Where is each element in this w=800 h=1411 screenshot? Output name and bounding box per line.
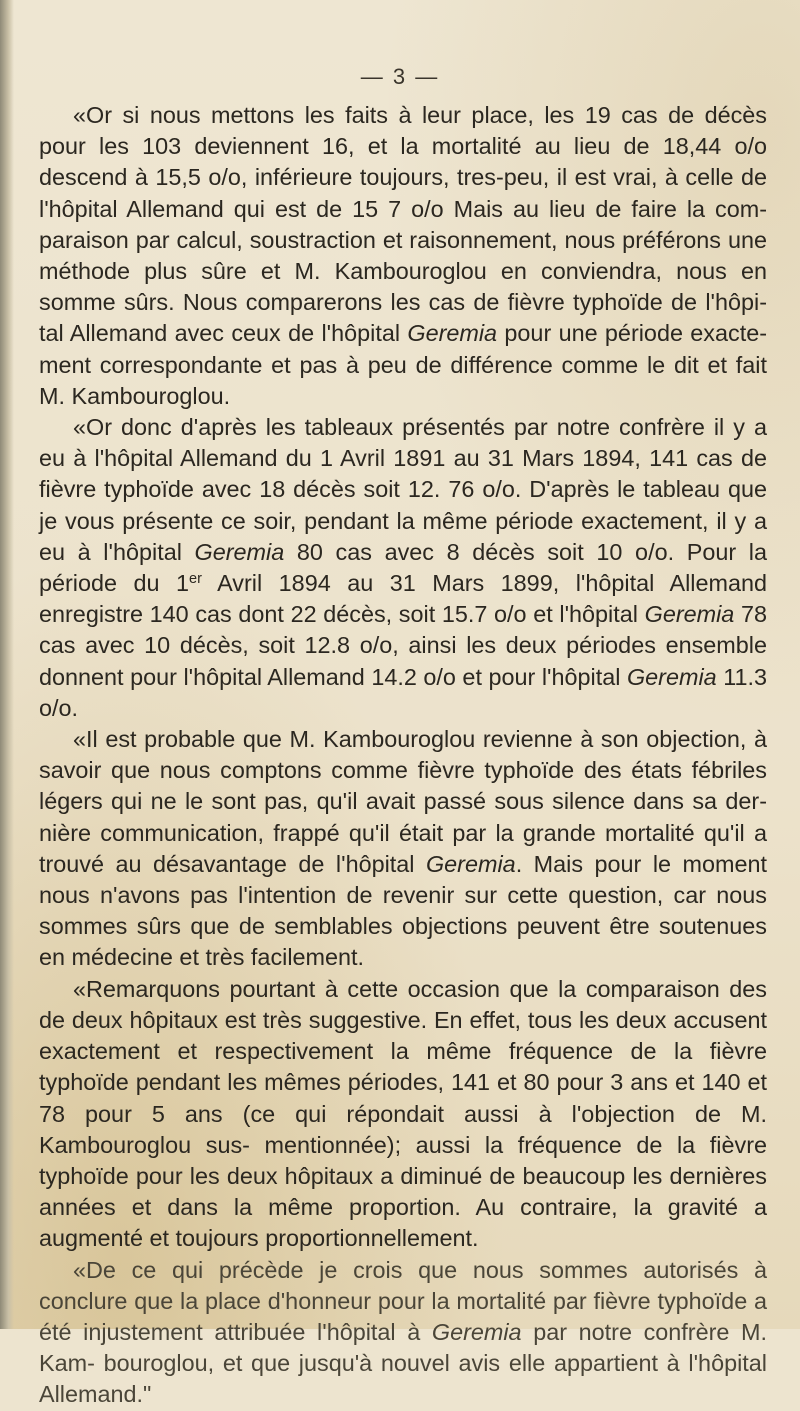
italic-term: Geremia <box>431 1318 522 1345</box>
page-number: — 3 — <box>360 64 440 89</box>
italic-term: Geremia <box>194 538 285 565</box>
italic-term: Geremia <box>626 663 717 690</box>
text-run: pour une période exacte- ment correspondante et pas à peu de différence comme le dit et fait M. Kambouroglou. <box>39 320 767 409</box>
body-text <box>39 100 767 1411</box>
paragraph-3 <box>39 724 767 974</box>
text-run: 78 cas avec 10 décès, soit 12.8 o/o, ainsi les deux périodes ensemble donnent pour l'hôpital Allemand 14.2 o/o et pour l'hôpital <box>39 601 767 690</box>
superscript: er <box>189 571 202 588</box>
italic-term: Geremia <box>425 850 516 877</box>
text-run: «De ce qui précède je crois que nous sommes autorisés à conclure que la place d'honneur pour la mortalité par fièvre typhoïde a été injustement attribuée l'hôpital à <box>39 1256 767 1345</box>
text-run: . Mais pour le moment nous n'avons pas l'intention de revenir sur cette question, car nous sommes sûrs que de semblables objections peuvent être soutenues en médecine et très facilement. <box>39 850 767 971</box>
text-run: «Remarquons pourtant à cette occasion que la comparaison des de deux hôpitaux est très suggestive. En effet, tous les deux accusent exactement et respectivement la même fréquence de la fièvre typhoïde pendant les mêmes périodes, 141 et 80 pour 3 ans et 140 et 78 pour 5 ans (ce qui répondait aussi à l'objection de M. Kambouroglou sus- mentionnée); aussi la fréquence de la fièvre typhoïde pour les deux hôpitaux a diminué de beaucoup les dernières années et dans la même proportion. Au contraire, la gravité a augmenté et toujours proportionnellement. <box>39 975 767 1252</box>
paragraph-4 <box>39 974 767 1255</box>
paragraph-2 <box>39 412 767 724</box>
text-run: «Or donc d'après les tableaux présentés par notre confrère il y a eu à l'hôpital Allemand du 1 Avril 1891 au 31 Mars 1894, 141 cas de fièvre typhoïde avec 18 décès soit 12. 76 o/o. D'après le tableau que je vous présente ce soir, pendant la même période exactement, il y a eu à l'hôpital <box>39 414 767 565</box>
paragraph-1 <box>39 100 767 412</box>
text-run: par notre confrère M. Kam- bouroglou, et que jusqu'à nouvel avis elle appartient à l'hôpital Allemand." <box>39 1318 767 1408</box>
text-run: 11.3 o/o. <box>39 663 767 721</box>
text-run: 80 cas avec 8 décès soit 10 o/o. Pour la période du 1 <box>39 538 767 597</box>
paragraph-5 <box>39 1255 767 1411</box>
italic-term: Geremia <box>407 320 498 347</box>
text-run: «Or si nous mettons les faits à leur place, les 19 cas de décès pour les 103 deviennent 16, et la mortalité au lieu de 18,44 o/o descend à 15,5 o/o, inférieure toujours, tres-peu, il est vrai, à celle de l'hôpital Allemand qui est de 15 7 o/o Mais au lieu de faire la com- paraison par calcul, soustraction et raisonnement, nous préférons une méthode plus sûre et M. Kambouroglou en conviendra, nous en somme sûrs. Nous comparerons les cas de fièvre typhoïde de l'hôpi- tal Allemand avec ceux de l'hôpital <box>39 102 767 347</box>
page-binding-edge <box>0 0 14 1329</box>
text-run: «Il est probable que M. Kambouroglou revienne à son objection, à savoir que nous comptons comme fièvre typhoïde des états fébriles légers qui ne le sont pas, qu'il avait passé sous silence dans sa der- nière communication, frappé qu'il était par la grande mortalité qu'il a trouvé au désavantage de l'hôpital <box>39 726 767 877</box>
text-run: Avril 1894 au 31 Mars 1899, l'hôpital Allemand enregistre 140 cas dont 22 décès, soit 15.7 o/o et l'hôpital <box>39 570 767 628</box>
italic-term: Geremia <box>644 601 735 628</box>
